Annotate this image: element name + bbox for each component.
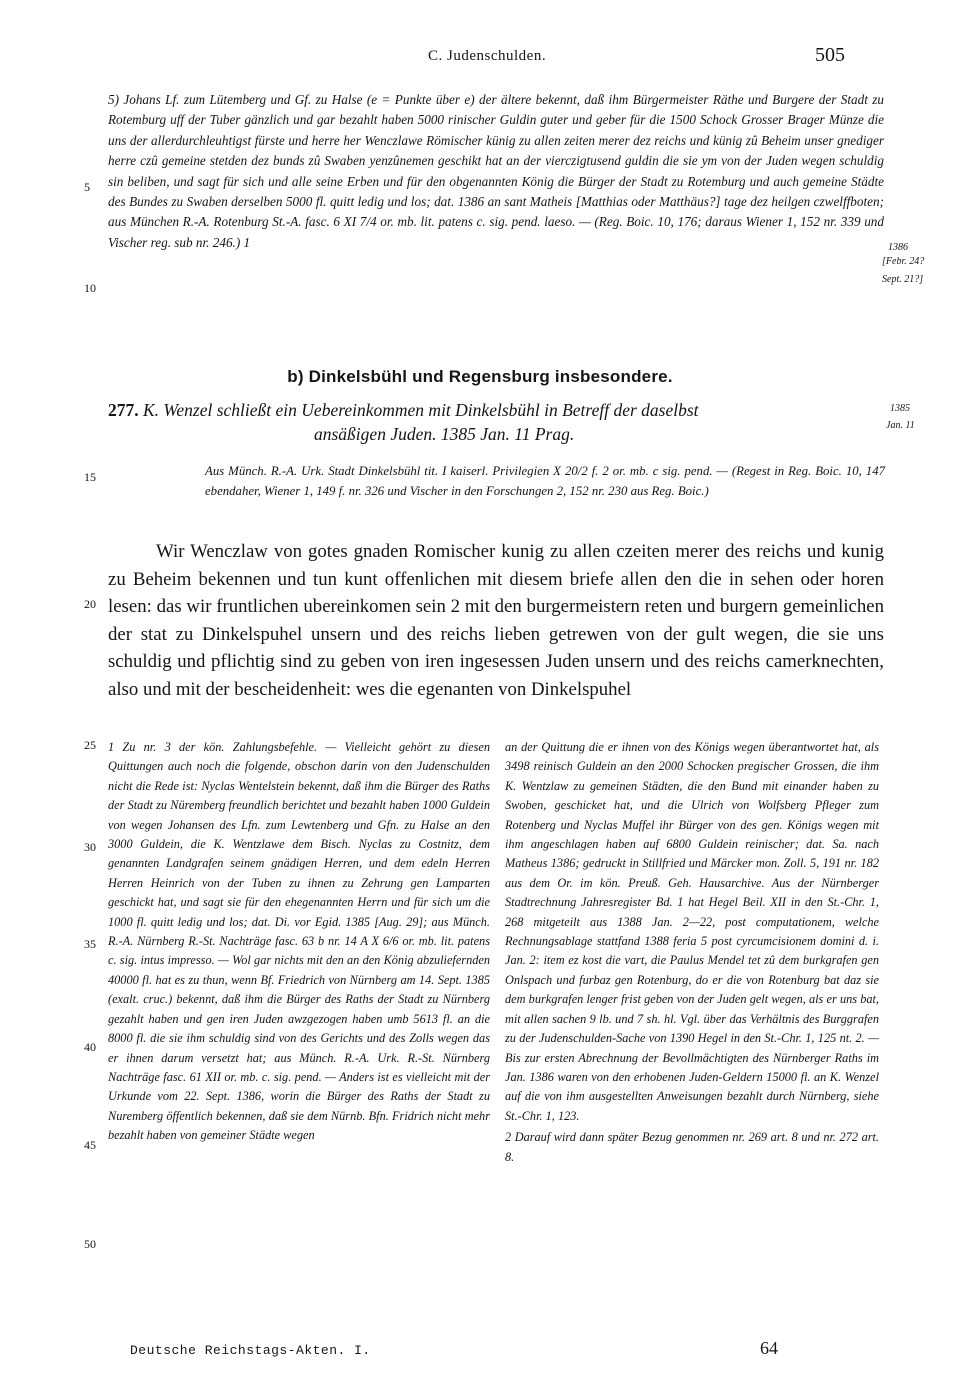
line-number: 15 <box>84 470 96 484</box>
document-number: 277. <box>108 400 139 420</box>
main-document-text <box>108 538 884 704</box>
margin-note-date: [Febr. 24? <box>882 256 925 267</box>
footnotes-right-column <box>505 738 879 1169</box>
footer-signature-number: 64 <box>760 1338 778 1358</box>
line-number: 45 <box>84 1138 96 1152</box>
line-number: 50 <box>84 1237 96 1251</box>
line-number: 30 <box>84 840 96 854</box>
margin-note-year: 1386 <box>888 242 908 253</box>
margin-note-date: Jan. 11 <box>886 420 915 431</box>
margin-note-year: 1385 <box>890 403 910 414</box>
footnote: 1 Zu nr. 3 der kön. Zahlungsbefehle. — Vielleicht gehört zu diesen Quittungen auch noch die folgende, obschon darin von den Judenschulden nicht die Rede ist: Nyclas Wentelstein bekennt, daß ihm die Bürger des Raths der Stadt zu Nüremberg freundlich berichtet und bezahlt haben 1000 Guldein von wegen Johansen des Lfn. zum Lewtenberg und Gfn. zu Halse an den 3000 Guldein, die K. Wentzlawe dem Bisch. Nyclas zu Costnitz, dem genannten Landgrafen seinem gnädigen Herren, und dem edeln Herren Herren Heinrich von der Tuben zu ihnen zu Zehrung gen Lamparten geschickt hat, und sagt sie für den ehegenannten Herrn und für sich um die 1000 fl. quitt ledig und los; dat. Di. vor Egid. 1385 [Aug. 29]; aus Münch. R.-A. Nürnberg R.-St. Nachträge fasc. 63 b nr. 14 A X 6/6 or. mb. lit. patens c. sig. intus impresso. — Wol gar nichts mit den an den König abzuliefernden 40000 fl. hat es zu thun, wenn Bf. Friedrich von Nürnberg am 14. Sept. 1385 (exalt. cruc.) bekennt, daß ihm die Bürger des Raths der Stadt zu Nürnberg gezahlt haben und gen iren Juden awzgezogen haben umb 5613 fl. an die 8000 fl. die sie ihm schuldig sind von des Gerichts und des Zolls wegen das er ihnen darum versetzt hat; aus Münch. R.-A. Urk. R.-St. Nürnberg Nachträge fasc. 61 XII or. mb. c. sig. pend. — Anders ist es vielleicht mit der Urkunde vom 22. Sept. 1386, worin die Bürger des Raths der Stadt zu Nuremberg öffentlich bekennen, daß sie dem Nürnb. Bfn. Fridrich nicht mehr bezahlt haben von gemeiner Städte wegen <box>108 740 490 1143</box>
section-heading: b) Dinkelsbühl und Regensburg insbesondere. <box>287 367 673 386</box>
running-header <box>0 44 960 70</box>
running-header-title: C. Judenschulden. <box>428 48 547 64</box>
line-number: 5 <box>84 180 90 194</box>
page-number: 505 <box>815 44 845 66</box>
document-heading <box>108 398 884 446</box>
line-number: 10 <box>84 281 96 295</box>
margin-note-date: Sept. 21?] <box>882 274 924 285</box>
footer-publication: Deutsche Reichstags-Akten. I. <box>130 1343 371 1358</box>
line-number: 20 <box>84 597 96 611</box>
line-number: 25 <box>84 738 96 752</box>
document-title-line1: K. Wenzel schließt ein Uebereinkommen mit Dinkelsbühl in Betreff der daselbst <box>143 400 699 420</box>
line-number: 35 <box>84 937 96 951</box>
source-note: Aus Münch. R.-A. Urk. Stadt Dinkelsbühl tit. I kaiserl. Privilegien X 20/2 f. 2 or. mb. c sig. pend. — (Regest in Reg. Boic. 10, 147 ebendaher, Wiener 1, 149 f. nr. 326 und Vischer in den Forschungen 2, 152 nr. 230 aus Reg. Boic.) <box>205 464 885 498</box>
continued-document-paragraph: 5) Johans Lf. zum Lütemberg und Gf. zu Halse (e = Punkte über e) der ältere bekennt, daß ihm Bürgermeister Räthe und Burgere der Stadt zu Rotemburg uff der Tuber gänzlich und gar bezahlt haben 5000 rinischer Guldin guter und geber für die 1500 Schock Grosser Brager Münze die uns der allerdurchleuhtigst fürste und herre her Wenczlawe Römischer künig zu allen zeiten merer dez reichs und künig zû Beheim unser gnediger herre czû gemeine stetden dez bunds zû Swaben yenzûnemen geschikt hat an der vierczigtusend guldin die sie ym von der Juden wegen schuldig sin beliben, und sagt für sich und alle seine Erben und für den obgenannten König die Bürger der Stadt zu Rotemburg und auch gemeine Städte des Bundes zu Swaben derselben 5000 fl. quitt ledig und los; dat. 1386 an sant Matheis [Matthias oder Matthäus?] tage dez heilgen czwelffboten; aus München R.-A. Rotenburg St.-A. fasc. 6 XI 7/4 or. mb. lit. patens c. sig. pend. laeso. — (Reg. Boic. 10, 176; daraus Wiener 1, 152 nr. 339 und Vischer reg. sub nr. 246.) 1 <box>108 92 884 250</box>
continued-document-text <box>108 90 884 253</box>
footnote: 2 Darauf wird dann später Bezug genommen nr. 269 art. 8 und nr. 272 art. 8. <box>505 1130 879 1164</box>
footnotes-left-column <box>108 738 490 1148</box>
main-paragraph: Wir Wenczlaw von gotes gnaden Romischer kunig zu allen czeiten merer des reichs und kunig zu Beheim bekennen und tun kunt offenlichen mit diesem briefe allen den die in sehen oder horen lesen: das wir fruntlichen ubereinkomen sein 2 mit den burgermeistern reten und burgern gemeinlichen der stat zu Dinkelspuhel unsern und des reichs lieben getrewen von der gult wegen, die sie uns schuldig und pflichtig sind zu geben von iren ingesessen Juden unsern und des reichs camerknechten, also und mit der bescheidenheit: wes die egenanten von Dinkelspuhel <box>108 541 884 700</box>
footnote: an der Quittung die er ihnen von des Königs wegen überantwortet hat, als 3498 reinisch Guldein an den 2000 Schocken pregischer Grossen, die ihm K. Wentzlaw zu gemeinen Städten, die den Bund mit einander haben zu Swoben, geschicket hat, und die Ulrich von Wolfsberg Pfleger zum Rotenberg und Nyclas Muffel ihr Bürger von des gen. Königs wegen mit ihm angeschlagen haben auf 6800 Guldein reinischer; dat. Sa. nach Matheus 1386; gedruckt in Stillfried und Märcker mon. Zoll. 5, 191 nr. 182 aus dem Or. im kön. Preuß. Geh. Hausarchive. Aus der Nürnberger Stadtrechnung Jahresregister Bd. 1 hat Hegel Beil. XII in den St.-Chr. 1, 268 mitgeteilt aus 1388 Jan. 2—22, post computationem, welche Rechnungsablage stattfand 1388 feria 5 post cyrcumcisionem domini d. i. Jan. 2: item ez kost die vart, die Paulus Mendel tet zû dem burkgrafen gen Onlspach und furbaz gen Rotenburg, do er die von Rotenburg bat daz sie dem burkgrafen lenger frist geben von der Juden gelt wegen, als er uns bat, mit allen sachen 9 lb. und 7 sh. hl. Vgl. über das Verhältnis des Burggrafen zu der Judenschulden-Sache von 1390 Hegel in den St.-Chr. 1, 125 nt. 2. — Bis zur ersten Abrechnung der Bevollmächtigten des Nürnberger Raths im Jan. 1386 waren von den erhobenen Juden-Geldern 15000 fl. an K. Wenzel auf die von ihm ausgestellten Anweisungen bezahlt durch Nürnberg, siehe St.-Chr. 1, 123. <box>505 740 879 1123</box>
document-title-line2: ansäßigen Juden. 1385 Jan. 11 Prag. <box>314 424 575 444</box>
line-number: 40 <box>84 1040 96 1054</box>
